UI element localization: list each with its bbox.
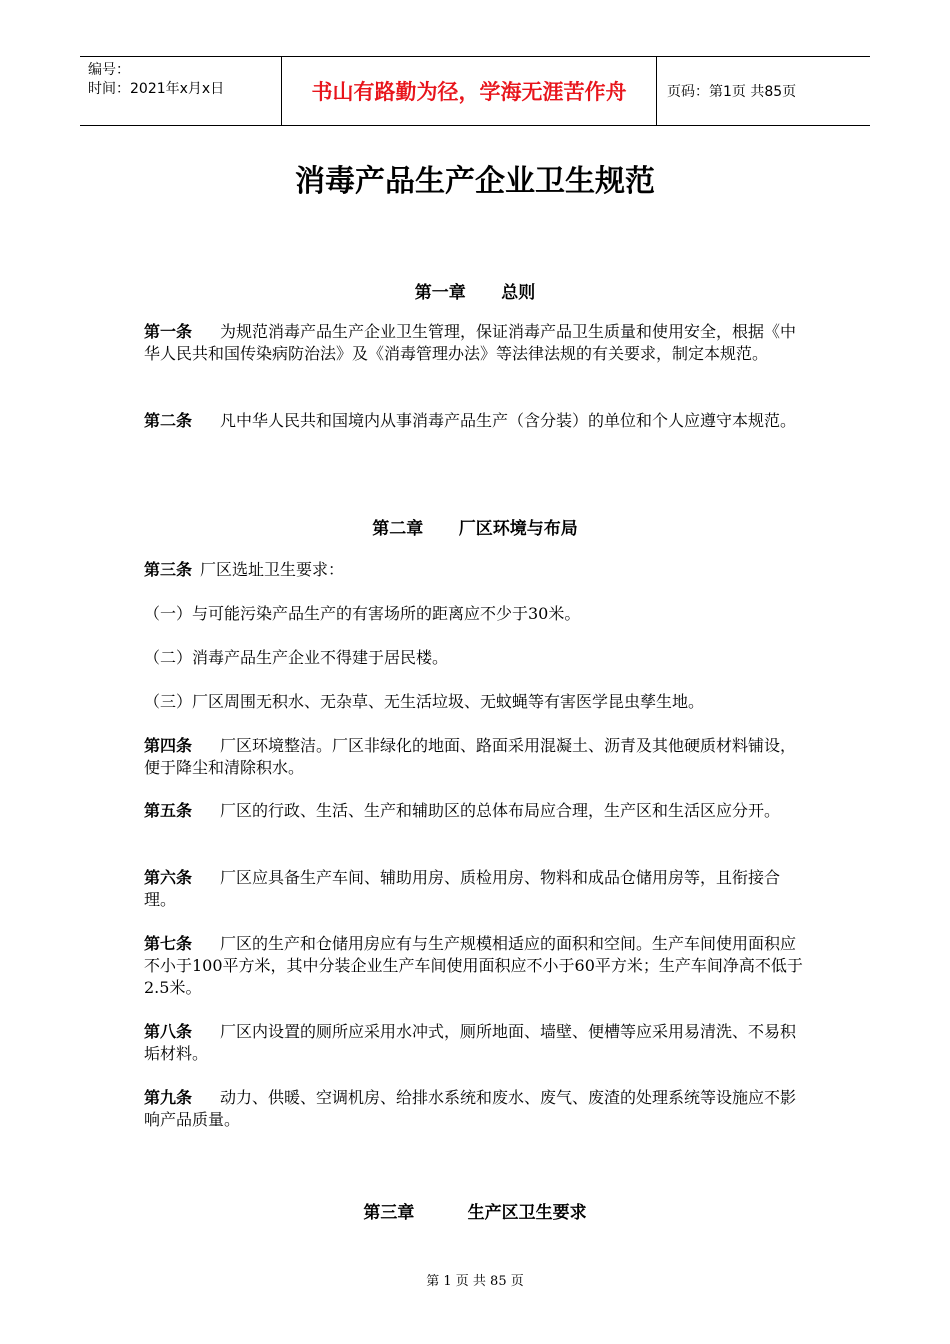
page-header xyxy=(80,56,870,126)
article xyxy=(144,867,808,911)
article-text: 为规范消毒产品生产企业卫生管理，保证消毒产品卫生质量和使用安全，根据《中华人民共和国传染病防治法》及《消毒管理办法》等法律法规的有关要求，制定本规范。 xyxy=(144,322,797,363)
article xyxy=(144,735,808,779)
article xyxy=(144,933,808,999)
article-number: 第七条 xyxy=(144,934,193,953)
article-text: 厂区应具备生产车间、辅助用房、质检用房、物料和成品仓储用房等，且衔接合理。 xyxy=(144,868,781,909)
article-number: 第九条 xyxy=(144,1088,193,1107)
chapter-heading: 第三章 生产区卫生要求 xyxy=(363,1203,587,1223)
header-meta xyxy=(80,57,281,125)
article-text: 动力、供暖、空调机房、给排水系统和废水、废气、废渣的处理系统等设施应不影响产品质量。 xyxy=(144,1088,797,1129)
article xyxy=(144,410,808,432)
article xyxy=(144,559,808,581)
article-number: 第三条 xyxy=(144,560,193,579)
page-footer: 第 1 页 共 85 页 xyxy=(426,1274,524,1289)
chapter-heading: 第二章 厂区环境与布局 xyxy=(372,519,578,539)
list-item xyxy=(144,647,808,669)
list-item-text: （三）厂区周围无积水、无杂草、无生活垃圾、无蚊蝇等有害医学昆虫孳生地。 xyxy=(144,692,705,711)
article-number: 第五条 xyxy=(144,801,193,820)
article-text: 厂区选址卫生要求： xyxy=(200,560,345,579)
article-text: 凡中华人民共和国境内从事消毒产品生产（含分装）的单位和个人应遵守本规范。 xyxy=(220,411,797,430)
header-motto: 书山有路勤为径，学海无涯苦作舟 xyxy=(281,57,657,125)
article xyxy=(144,800,808,822)
article-text: 厂区的生产和仓储用房应有与生产规模相适应的面积和空间。生产车间使用面积应不小于100平方米，其中分装企业生产车间使用面积应不小于60平方米；生产车间净高不低于2.5米。 xyxy=(144,934,803,997)
article xyxy=(144,321,808,365)
article-number: 第二条 xyxy=(144,411,193,430)
list-item-text: （一）与可能污染产品生产的有害场所的距离应不少于30米。 xyxy=(144,604,581,623)
article-number: 第六条 xyxy=(144,868,193,887)
article-text: 厂区内设置的厕所应采用水冲式，厕所地面、墙壁、便槽等应采用易清洗、不易积垢材料。 xyxy=(144,1022,797,1063)
article-number: 第一条 xyxy=(144,322,193,341)
serial-label: 编号： xyxy=(88,62,130,78)
document-title: 消毒产品生产企业卫生规范 xyxy=(295,164,655,199)
article-text: 厂区环境整洁。厂区非绿化的地面、路面采用混凝土、沥青及其他硬质材料铺设，便于降尘和清除积水。 xyxy=(144,736,797,777)
list-item-text: （二）消毒产品生产企业不得建于居民楼。 xyxy=(144,648,449,667)
article xyxy=(144,1087,808,1131)
article xyxy=(144,1021,808,1065)
date-label: 时间：2021年x月x日 xyxy=(88,81,225,97)
article-number: 第八条 xyxy=(144,1022,193,1041)
list-item xyxy=(144,603,808,625)
header-page-code: 页码：第1页 共85页 xyxy=(667,84,797,100)
article-text: 厂区的行政、生活、生产和辅助区的总体布局应合理，生产区和生活区应分开。 xyxy=(220,801,781,820)
article-number: 第四条 xyxy=(144,736,193,755)
chapter-heading: 第一章 总则 xyxy=(414,283,536,303)
list-item xyxy=(144,691,808,713)
